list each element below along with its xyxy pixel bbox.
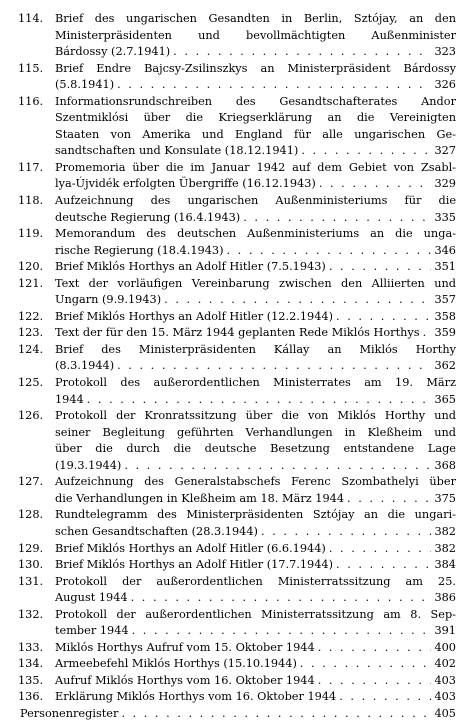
entry-title-line: (19.3.1944) bbox=[55, 458, 122, 472]
toc-entry bbox=[0, 276, 468, 309]
page-number: 329 bbox=[434, 177, 456, 191]
dot-leader bbox=[87, 392, 432, 409]
entry-last-line bbox=[55, 590, 456, 607]
entry-title-line: Szentmiklósi über die Kriegserklärung an die Vereinigten bbox=[55, 111, 456, 125]
dot-leader bbox=[318, 640, 432, 657]
entry-number: 127. bbox=[18, 475, 44, 489]
entry-last-line bbox=[20, 706, 456, 723]
entry-last-line bbox=[55, 210, 456, 227]
entry-title-line: Erklärung Miklós Horthys vom 16. Oktober 1944 bbox=[55, 690, 337, 704]
dot-leader bbox=[131, 590, 432, 607]
entry-last-line bbox=[55, 325, 456, 342]
toc-entry bbox=[0, 640, 468, 657]
entry-number: 116. bbox=[18, 94, 44, 108]
entry-number: 121. bbox=[18, 276, 44, 290]
entry-title-line: Promemoria über die im Januar 1942 auf dem Gebiet von Zsabl- bbox=[55, 160, 456, 174]
page-number: 362 bbox=[434, 359, 456, 373]
entry-title bbox=[55, 507, 456, 540]
entry-last-line bbox=[55, 524, 456, 541]
dot-leader bbox=[132, 623, 432, 640]
toc-entry bbox=[0, 94, 468, 160]
toc-entry bbox=[0, 673, 468, 690]
page-number: 386 bbox=[434, 591, 456, 605]
dot-leader bbox=[173, 44, 431, 61]
dot-leader bbox=[423, 325, 432, 342]
entry-number: 129. bbox=[18, 541, 44, 555]
entry-title-line: (5.8.1941) bbox=[55, 78, 115, 92]
entry-title-line: Informationsrundschreiben des Gesandtschafterates Andor bbox=[55, 94, 456, 108]
toc-entry bbox=[0, 706, 468, 723]
page-number: 403 bbox=[434, 690, 456, 704]
entry-number: 130. bbox=[18, 558, 44, 572]
entry-title bbox=[55, 541, 456, 558]
entry-last-line bbox=[55, 143, 456, 160]
entry-title bbox=[55, 375, 456, 408]
entry-title bbox=[55, 607, 456, 640]
entry-number: 125. bbox=[18, 376, 44, 390]
entry-number: 135. bbox=[18, 673, 44, 687]
entry-title bbox=[55, 408, 456, 474]
entry-title bbox=[55, 226, 456, 259]
entry-last-line bbox=[55, 292, 456, 309]
entry-title bbox=[55, 474, 456, 507]
entry-title-line: die Verhandlungen in Kleßheim am 18. März 1944 bbox=[55, 491, 345, 505]
entry-title-line: Brief Miklós Horthys an Adolf Hitler (6.6.1944) bbox=[55, 541, 326, 555]
entry-title-line: Ministerpräsidenten und bevollmächtigten Außenminister bbox=[55, 28, 456, 42]
entry-title-line: Brief Miklós Horthys an Adolf Hitler (17.7.1944) bbox=[55, 558, 334, 572]
dot-leader bbox=[336, 309, 431, 326]
entry-title-line: Armeebefehl Miklós Horthys (15.10.1944) bbox=[55, 657, 297, 671]
entry-title bbox=[55, 193, 456, 226]
dot-leader bbox=[336, 557, 431, 574]
table-of-contents bbox=[0, 11, 468, 723]
entry-number: 118. bbox=[18, 194, 44, 208]
entry-title-line: Bárdossy (2.7.1941) bbox=[55, 45, 171, 59]
entry-last-line bbox=[55, 392, 456, 409]
toc-entry bbox=[0, 11, 468, 61]
entry-title bbox=[55, 160, 456, 193]
entry-title bbox=[55, 276, 456, 309]
entry-number: 134. bbox=[18, 657, 44, 671]
entry-last-line bbox=[55, 656, 456, 673]
entry-title-line: Aufruf Miklós Horthys vom 16. Oktober 1944 bbox=[55, 673, 315, 687]
toc-entry bbox=[0, 325, 468, 342]
page-number: 365 bbox=[434, 392, 456, 406]
entry-title-line: (8.3.1944) bbox=[55, 359, 115, 373]
toc-entry bbox=[0, 309, 468, 326]
entry-title-line: Protokoll der Kronratssitzung über die von Miklós Horthy und bbox=[55, 409, 456, 423]
entry-title bbox=[55, 673, 456, 690]
toc-entry bbox=[0, 507, 468, 540]
entry-title-line: Text der vorläufigen Vereinbarung zwischen den Alliierten und bbox=[55, 276, 456, 290]
entry-last-line bbox=[55, 77, 456, 94]
dot-leader bbox=[318, 673, 432, 690]
entry-title bbox=[55, 325, 456, 342]
toc-entry bbox=[0, 160, 468, 193]
page-number: 382 bbox=[434, 524, 456, 538]
toc-entry bbox=[0, 408, 468, 474]
dot-leader bbox=[227, 243, 432, 260]
entry-title bbox=[55, 309, 456, 326]
toc-entry bbox=[0, 342, 468, 375]
toc-entry bbox=[0, 541, 468, 558]
entry-number: 114. bbox=[18, 12, 44, 25]
entry-title-line: Aufzeichnung des Generalstabschefs Ferenc Szombathelyi über bbox=[55, 475, 456, 489]
entry-last-line bbox=[55, 243, 456, 260]
entry-title-line: August 1944 bbox=[55, 591, 128, 605]
entry-number: 132. bbox=[18, 607, 44, 621]
entry-number: 115. bbox=[18, 61, 44, 75]
entry-title-line: Aufzeichnung des ungarischen Außenministeriums für die bbox=[55, 194, 456, 208]
entry-title-line: über die durch die deutsche Besetzung entstandene Lage bbox=[55, 442, 456, 456]
toc-entry bbox=[0, 656, 468, 673]
entry-title-line: Rundtelegramm des Ministerpräsidenten Sztójay an die ungari- bbox=[55, 508, 456, 522]
entry-title-line: Ungarn (9.9.1943) bbox=[55, 293, 162, 307]
entry-title-line: Brief des Ministerpräsidenten Kállay an Miklós Horthy bbox=[55, 342, 456, 356]
entry-title-line: rische Regierung (18.4.1943) bbox=[55, 243, 224, 257]
toc-entry bbox=[0, 193, 468, 226]
page-number: 327 bbox=[434, 144, 456, 158]
entry-number: 119. bbox=[18, 227, 44, 241]
entry-title-line: Brief Miklós Horthys an Adolf Hitler (12.2.1944) bbox=[55, 309, 334, 323]
page-number: 351 bbox=[434, 260, 456, 274]
entry-title-line: lya-Újvidék erfolgten Übergriffe (16.12.1943) bbox=[55, 177, 316, 191]
page-number: 359 bbox=[434, 326, 456, 340]
page-number: 391 bbox=[434, 624, 456, 638]
entry-last-line bbox=[55, 458, 456, 475]
dot-leader bbox=[301, 143, 431, 160]
dot-leader bbox=[339, 689, 431, 706]
page-number: 403 bbox=[434, 673, 456, 687]
dot-leader bbox=[117, 77, 431, 94]
entry-last-line bbox=[55, 640, 456, 657]
entry-last-line bbox=[55, 623, 456, 640]
entry-title bbox=[55, 656, 456, 673]
toc-entry bbox=[0, 607, 468, 640]
page-number: 400 bbox=[434, 640, 456, 654]
page-number: 384 bbox=[434, 558, 456, 572]
entry-last-line bbox=[55, 259, 456, 276]
entry-title bbox=[55, 574, 456, 607]
toc-entry bbox=[0, 557, 468, 574]
entry-last-line bbox=[55, 358, 456, 375]
entry-title-line: sandtschaften und Konsulate (18.12.1941) bbox=[55, 144, 299, 158]
page-number: 357 bbox=[434, 293, 456, 307]
entry-title-line: Protokoll des außerordentlichen Ministerrates am 19. März bbox=[55, 376, 456, 390]
entry-title-line: Brief des ungarischen Gesandten in Berlin, Sztójay, an den bbox=[55, 12, 456, 25]
entry-title-line: deutsche Regierung (16.4.1943) bbox=[55, 210, 241, 224]
dot-leader bbox=[319, 176, 432, 193]
entry-title-line: Miklós Horthys Aufruf vom 15. Oktober 1944 bbox=[55, 640, 315, 654]
entry-last-line bbox=[55, 689, 456, 706]
page-number: 405 bbox=[434, 706, 456, 720]
toc-entry bbox=[0, 474, 468, 507]
entry-last-line bbox=[55, 557, 456, 574]
entry-title bbox=[55, 689, 456, 706]
page-number: 335 bbox=[434, 210, 456, 224]
entry-number: 123. bbox=[18, 326, 44, 340]
toc-entry bbox=[0, 574, 468, 607]
dot-leader bbox=[117, 358, 431, 375]
entry-title-line: Text der für den 15. März 1944 geplanten Rede Miklós Horthys bbox=[55, 326, 420, 340]
page-number: 368 bbox=[434, 458, 456, 472]
entry-title bbox=[55, 259, 456, 276]
page-number: 346 bbox=[434, 243, 456, 257]
entry-number: 128. bbox=[18, 508, 44, 522]
page-number: 382 bbox=[434, 541, 456, 555]
entry-title-line: Memorandum des deutschen Außenministeriums an die unga- bbox=[55, 227, 456, 241]
toc-entry bbox=[0, 375, 468, 408]
dot-leader bbox=[300, 656, 432, 673]
entry-title-line: Protokoll der außerordentlichen Ministerratssitzung am 25. bbox=[55, 574, 456, 588]
entry-number: 124. bbox=[18, 342, 44, 356]
entry-number: 122. bbox=[18, 309, 44, 323]
entry-title-line: Protokoll der außerordentlichen Ministerratssitzung am 8. Sep- bbox=[55, 607, 456, 621]
entry-title-line: schen Gesandtschaften (28.3.1944) bbox=[55, 524, 258, 538]
entry-number: 126. bbox=[18, 409, 44, 423]
toc-entry bbox=[0, 259, 468, 276]
page-number: 402 bbox=[434, 657, 456, 671]
entry-number: 117. bbox=[18, 160, 44, 174]
entry-title bbox=[55, 557, 456, 574]
page-number: 326 bbox=[434, 78, 456, 92]
entry-title-line: 1944 bbox=[55, 392, 84, 406]
entry-title-line: seiner Begleitung geführten Verhandlungen in Kleßheim und bbox=[55, 425, 456, 439]
entry-last-line bbox=[55, 541, 456, 558]
entry-number: 120. bbox=[18, 260, 44, 274]
page-number: 323 bbox=[434, 45, 456, 59]
entry-number: 131. bbox=[18, 574, 44, 588]
entry-title bbox=[55, 61, 456, 94]
page-number: 375 bbox=[434, 491, 456, 505]
entry-last-line bbox=[55, 491, 456, 508]
entry-title bbox=[55, 342, 456, 375]
entry-title-line: Brief Endre Bajcsy-Zsilinszkys an Ministerpräsident Bárdossy bbox=[55, 61, 456, 75]
page-number: 358 bbox=[434, 309, 456, 323]
entry-last-line bbox=[55, 673, 456, 690]
entry-title bbox=[55, 640, 456, 657]
dot-leader bbox=[124, 458, 431, 475]
entry-title bbox=[20, 706, 456, 723]
dot-leader bbox=[329, 541, 432, 558]
toc-entry bbox=[0, 61, 468, 94]
entry-title bbox=[55, 94, 456, 160]
entry-last-line bbox=[55, 44, 456, 61]
dot-leader bbox=[243, 210, 431, 227]
entry-title-line: Brief Miklós Horthys an Adolf Hitler (7.5.1943) bbox=[55, 260, 326, 274]
entry-number: 133. bbox=[18, 640, 44, 654]
dot-leader bbox=[347, 491, 431, 508]
dot-leader bbox=[261, 524, 431, 541]
entry-last-line bbox=[55, 309, 456, 326]
dot-leader bbox=[121, 706, 431, 723]
entry-title-line: tember 1944 bbox=[55, 624, 129, 638]
toc-entry bbox=[0, 226, 468, 259]
entry-number: 136. bbox=[18, 690, 44, 704]
entry-title-line: Personenregister bbox=[20, 706, 119, 720]
entry-last-line bbox=[55, 176, 456, 193]
dot-leader bbox=[164, 292, 431, 309]
toc-entry bbox=[0, 689, 468, 706]
dot-leader bbox=[329, 259, 432, 276]
entry-title-line: Staaten von Amerika und England für alle ungarischen Ge- bbox=[55, 127, 456, 141]
entry-title bbox=[55, 11, 456, 61]
